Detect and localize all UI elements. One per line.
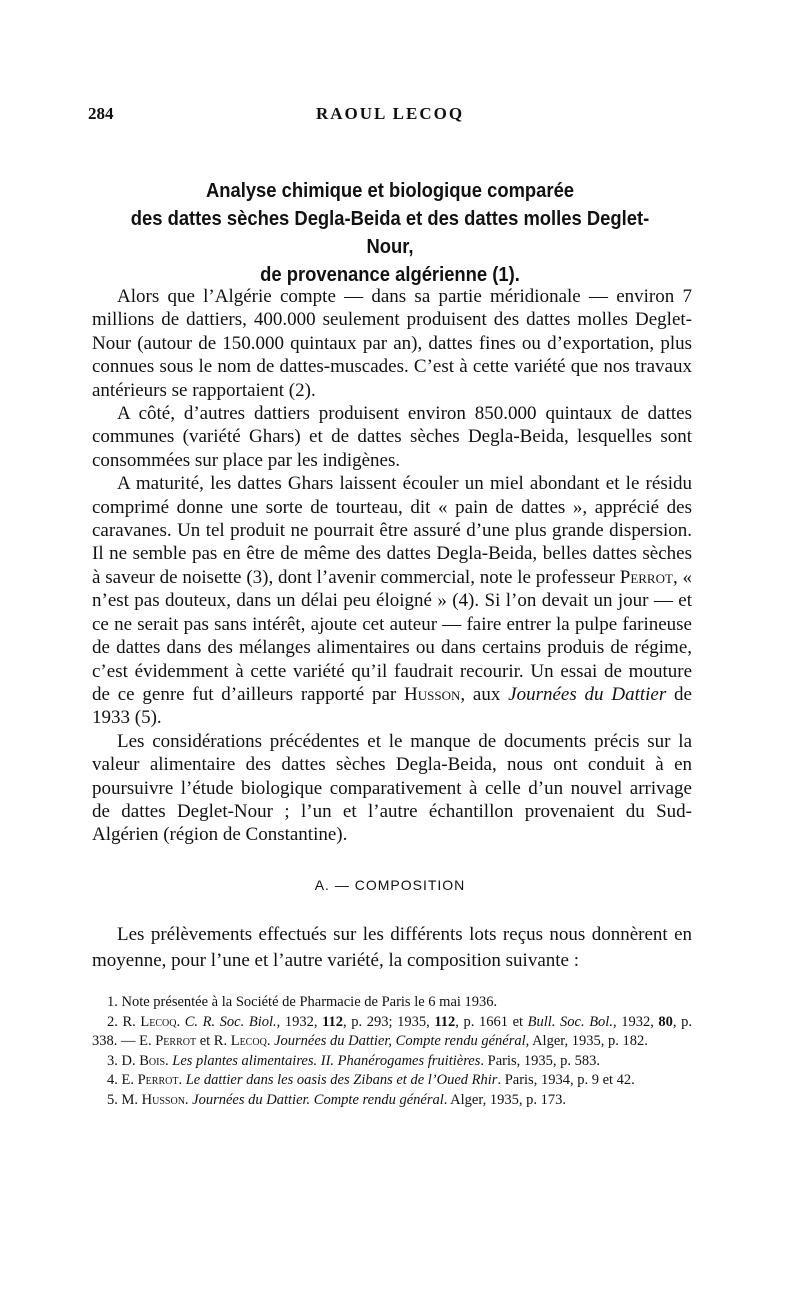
journal-title: C. R. Soc. Biol. — [184, 1013, 277, 1030]
section-lead — [92, 922, 692, 974]
paragraph-text: . Si l’on devait un jour — et ce ne serait pas sans intérêt, ajoute cet auteur — faire entrer la pulpe farineuse de dattes dans des mélanges alimentaires ou dans certains produis de régime, c’est évidemment à cette variété qu’il faudrait recourir. Un essai de mouture de ce genre fut d’ailleurs rapporté par — [92, 590, 692, 705]
book-title: Journées du Dattier. Compte rendu général — [192, 1091, 444, 1108]
title-line-1: Analyse chimique et biologique comparée — [205, 180, 575, 202]
footnote-text: . — [184, 1091, 193, 1108]
footnote-3 — [92, 1052, 692, 1072]
title-line-3-text: de provenance algérienne — [260, 264, 488, 286]
footnote-ref: (2) — [288, 379, 311, 401]
footnote-text: 4. E. — [107, 1072, 138, 1088]
author-name: Bois — [139, 1052, 166, 1069]
paragraph-text: . — [156, 707, 162, 729]
body-text — [92, 285, 692, 847]
author-name: Perrot — [619, 566, 673, 588]
footnote-text: , p. 293; 1935, — [343, 1013, 435, 1030]
footnote-text: . Alger, 1935, p. 173. — [443, 1091, 566, 1108]
footnote-text: , p. 338. — E. — [92, 1013, 693, 1049]
volume-number: 80 — [658, 1013, 673, 1030]
volume-number: 112 — [322, 1013, 344, 1030]
footnote-text: 2. R. — [107, 1013, 141, 1030]
footnote-text: . — [176, 1013, 185, 1030]
lead-paragraph: Les prélèvements effectués sur les différents lots reçus nous donnèrent en moyenne, pour l’une et l’autre variété, la composition suivante : — [92, 924, 692, 971]
footnote-1: 1. Note présentée à la Société de Pharmacie de Paris le 6 mai 1936. — [107, 994, 498, 1010]
author-name: Husson — [404, 683, 461, 705]
title-note-ref: (1). — [492, 264, 520, 286]
footnote-text: . — [266, 1033, 275, 1049]
article-title — [112, 177, 668, 289]
author-name: Perrot — [137, 1072, 179, 1088]
footnote-text: et R. — [196, 1033, 231, 1049]
footnote-text: 5. M. — [107, 1091, 142, 1108]
running-head — [88, 104, 692, 128]
running-title: RAOUL LECOQ — [315, 104, 465, 123]
paragraph-text: . — [310, 379, 316, 401]
paragraph-3 — [92, 472, 692, 729]
italic-title: Journées du Dattier — [508, 683, 667, 705]
footnote-text: , p. 1661 et — [455, 1013, 528, 1030]
journal-title: Bull. Soc. Bol. — [527, 1013, 613, 1030]
footnote-text: 3. D. — [107, 1052, 140, 1069]
footnote-ref: (3) — [246, 566, 269, 588]
paragraph-text: , aux — [460, 683, 509, 705]
author-name: Husson — [141, 1091, 185, 1108]
book-title: Les plantes alimentaires. II. Phanérogames fruitières — [172, 1052, 481, 1069]
paragraph-2: A côté, d’autres dattiers produisent environ 850.000 quintaux de dattes communes (variété Ghars) et de dattes sèches Degla-Beida, lesquelles sont consommées sur place par les indigènes. — [92, 403, 692, 471]
footnote-text: , 1932, — [276, 1013, 323, 1030]
footnote-ref: (5) — [134, 707, 157, 729]
paragraph-4: Les considérations précédentes et le manque de documents précis sur la valeur alimentaire des dattes sèches Degla-Beida, nous ont conduit à en poursuivre l’étude biologique comparativement à celle d’un nouvel arrivage de dattes Deglet-Nour ; l’un et l’autre échantillon provenaient du Sud-Algérien (région de Constantine). — [92, 730, 692, 846]
title-line-2: des dattes sèches Degla-Beida et des dattes molles Deglet-Nour, — [130, 208, 650, 258]
journal-title: Journées du Dattier, Compte rendu général — [274, 1033, 526, 1049]
paragraph-1 — [92, 285, 692, 402]
paragraph-text: , « n’est pas douteux, dans un délai peu éloigné » — [92, 566, 692, 612]
volume-number: 112 — [434, 1013, 456, 1030]
footnote-text: . — [178, 1072, 186, 1088]
footnote-ref: (4) — [452, 590, 475, 612]
footnote-text: , 1932, — [612, 1013, 659, 1030]
footnote-text: . Paris, 1935, p. 583. — [480, 1052, 600, 1069]
author-name: Lecoq — [140, 1013, 177, 1030]
paragraph-text: , dont l’avenir commercial, note le professeur — [268, 566, 620, 588]
footnote-text: . — [165, 1052, 173, 1069]
footnote-4 — [92, 1071, 692, 1091]
footnotes — [92, 993, 692, 1110]
footnote-2 — [92, 1013, 692, 1052]
author-name: Perrot — [155, 1033, 197, 1049]
book-title: Le dattier dans les oasis des Zibans et de l’Oued Rhir — [185, 1072, 498, 1088]
footnote-5 — [92, 1091, 692, 1111]
paragraph-text: de 1933 — [92, 683, 692, 729]
paragraph-text: A maturité, les dattes Ghars laissent écouler un miel abondant et le résidu comprimé donne une sorte de tourteau, dit « pain de dattes », apprécié des caravanes. Un tel produit ne pourrait être assuré d’une plus grande dispersion. Il ne semble pas en être de même des dattes Degla-Beida, belles dattes sèches à saveur de noisette — [92, 473, 692, 588]
paragraph-text: Alors que l’Algérie compte — dans sa partie méridionale — environ 7 millions de dattiers, 400.000 seulement produisent des dattes molles Deglet-Nour (autour de 150.000 quintaux par an), dattes fines ou d’exportation, plus connues sous le nom de dattes-muscades. C’est à cette variété que nos travaux antérieurs se rapportaient — [92, 286, 692, 401]
section-heading: A. — COMPOSITION — [314, 877, 466, 893]
author-name: Lecoq — [230, 1033, 267, 1049]
footnote-text: , Alger, 1935, p. 182. — [525, 1033, 648, 1049]
page-number: 284 — [88, 104, 114, 123]
footnote-text: . Paris, 1934, p. 9 et 42. — [497, 1072, 635, 1088]
